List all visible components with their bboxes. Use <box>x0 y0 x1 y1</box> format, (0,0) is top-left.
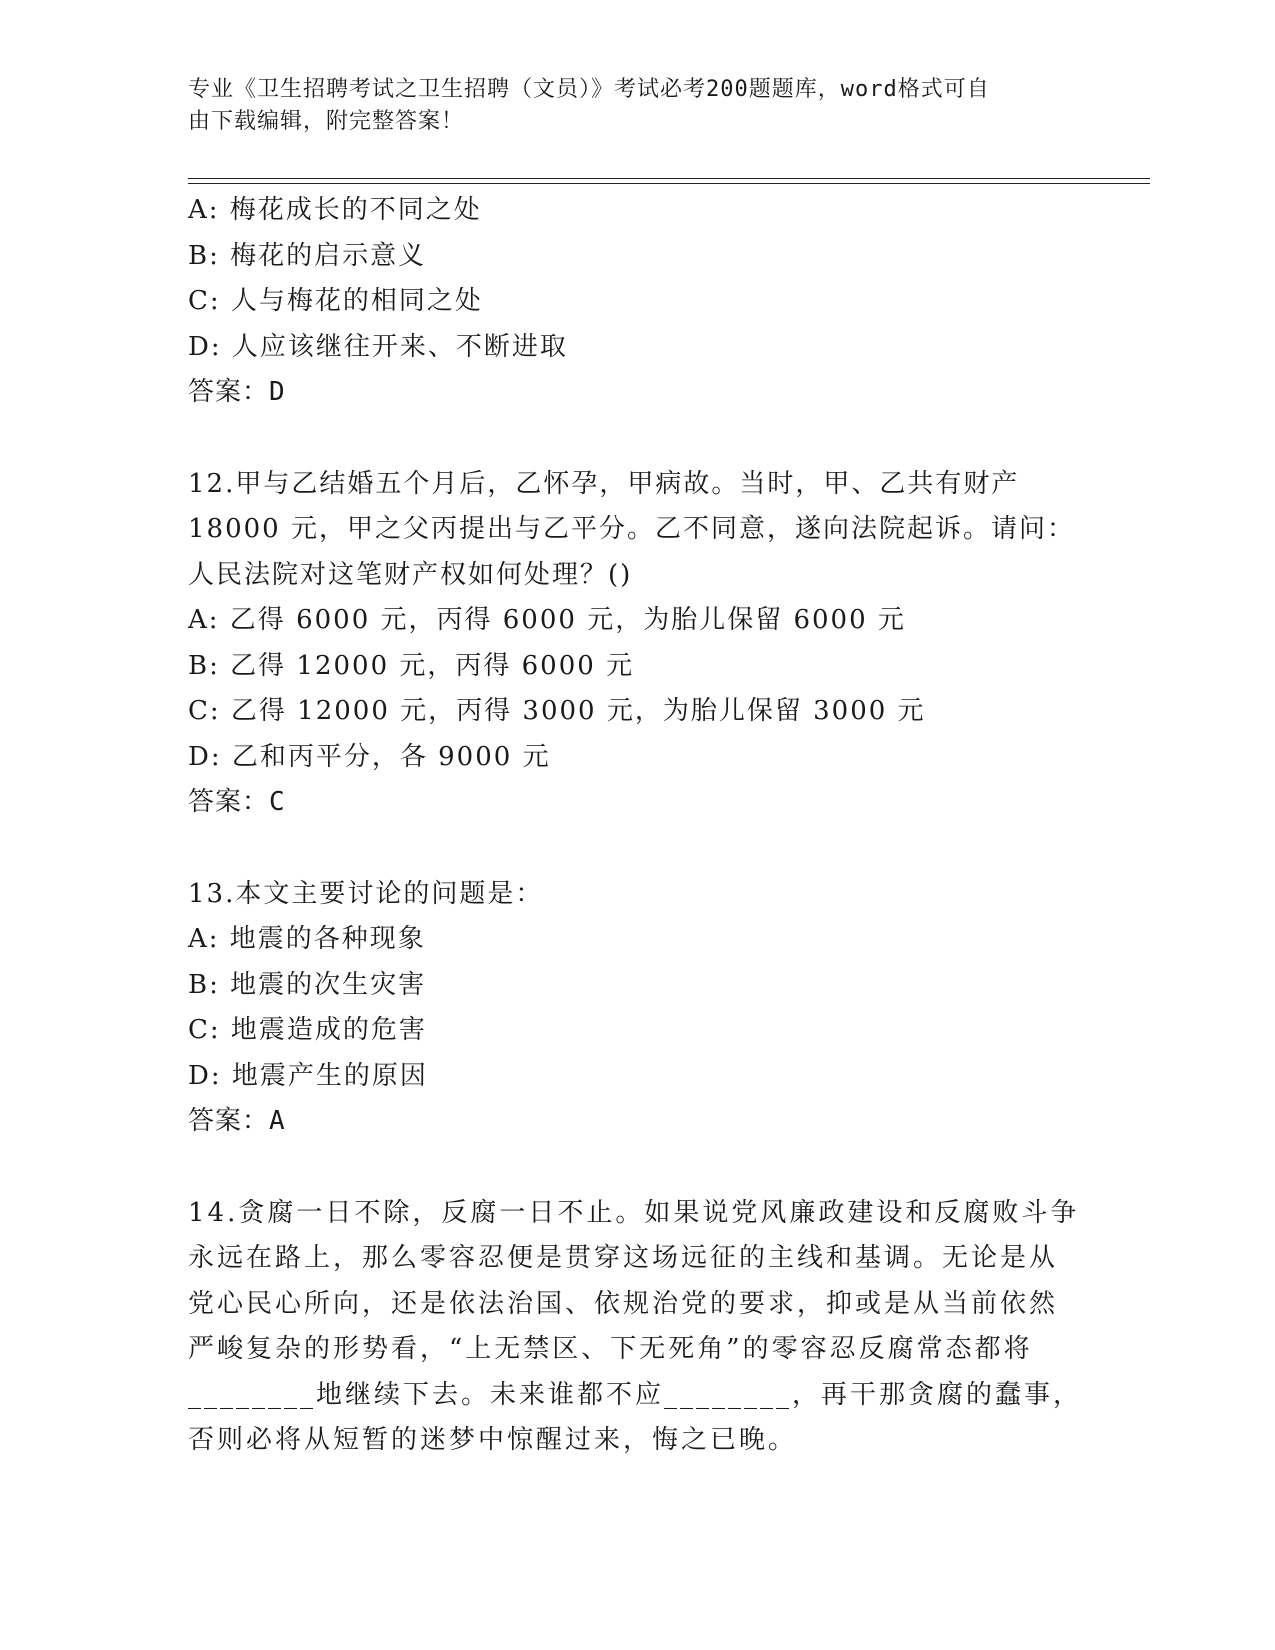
spacer <box>188 416 1088 462</box>
option-d: D: 地震产生的原因 <box>188 1060 428 1091</box>
document-header <box>188 74 1068 138</box>
answer-line <box>188 780 1088 826</box>
answer-line <box>188 370 1088 416</box>
question-11 <box>188 188 1088 416</box>
question-14 <box>188 1191 1088 1464</box>
question-13 <box>188 872 1088 1145</box>
option-d: D: 人应该继往开来、不断进取 <box>188 331 568 362</box>
question-stem-line: 18000 元，甲之父丙提出与乙平分。乙不同意，遂向法院起诉。请问： <box>188 514 1075 544</box>
spacer <box>188 826 1088 872</box>
header-title-line-2: 由下载编辑，附完整答案！ <box>188 109 465 134</box>
question-stem-line: 14.贪腐一日不除，反腐一日不止。如果说党风廉政建设和反腐败斗争 <box>188 1197 1080 1228</box>
option-c: C: 乙得 12000 元，丙得 3000 元，为胎儿保留 3000 元 <box>188 696 926 726</box>
option-b: B: 地震的次生灾害 <box>188 969 427 1000</box>
question-12 <box>188 462 1088 826</box>
option-c: C: 地震造成的危害 <box>188 1015 427 1045</box>
spacer <box>188 1145 1088 1191</box>
question-stem-line: 严峻复杂的形势看，“上无禁区、下无死角”的零容忍反腐常态都将 <box>188 1334 1033 1364</box>
answer-label: 答案： <box>188 787 270 817</box>
option-b: B: 梅花的启示意义 <box>188 240 427 271</box>
answer-value: C <box>269 787 285 817</box>
answer-label: 答案： <box>188 377 270 407</box>
option-d: D: 乙和丙平分，各 9000 元 <box>188 741 551 772</box>
question-stem-line: 永远在路上，那么零容忍便是贯穿这场远征的主线和基调。无论是从 <box>188 1243 1059 1273</box>
answer-line <box>188 1099 1088 1145</box>
question-stem-line: 否则必将从短暂的迷梦中惊醒过来，悔之已晚。 <box>188 1425 798 1455</box>
header-divider-top <box>188 178 1150 179</box>
option-a: A: 乙得 6000 元，丙得 6000 元，为胎儿保留 6000 元 <box>188 605 906 635</box>
question-stem-line: 12.甲与乙结婚五个月后，乙怀孕，甲病故。当时，甲、乙共有财产 <box>188 468 1020 499</box>
option-a: A: 地震的各种现象 <box>188 924 426 954</box>
header-title-line-1: 专业《卫生招聘考试之卫生招聘（文员）》考试必考200题题库，word格式可自 <box>188 77 990 102</box>
answer-label: 答案： <box>188 1106 270 1136</box>
question-stem-line: 13.本文主要讨论的问题是： <box>188 878 544 909</box>
document-body <box>188 188 1088 1464</box>
question-stem-line: 党心民心所向，还是依法治国、依规治党的要求，抑或是从当前依然 <box>188 1288 1059 1319</box>
question-stem-line: ________地继续下去。未来谁都不应________，再干那贪腐的蠢事， <box>188 1379 1083 1410</box>
option-a: A: 梅花成长的不同之处 <box>188 195 482 225</box>
question-stem-line: 人民法院对这笔财产权如何处理？() <box>188 559 633 590</box>
answer-value: A <box>269 1106 285 1136</box>
option-b: B: 乙得 12000 元，丙得 6000 元 <box>188 650 635 681</box>
answer-value: D <box>269 377 285 407</box>
option-c: C: 人与梅花的相同之处 <box>188 286 483 316</box>
header-divider-bottom <box>188 183 1150 184</box>
